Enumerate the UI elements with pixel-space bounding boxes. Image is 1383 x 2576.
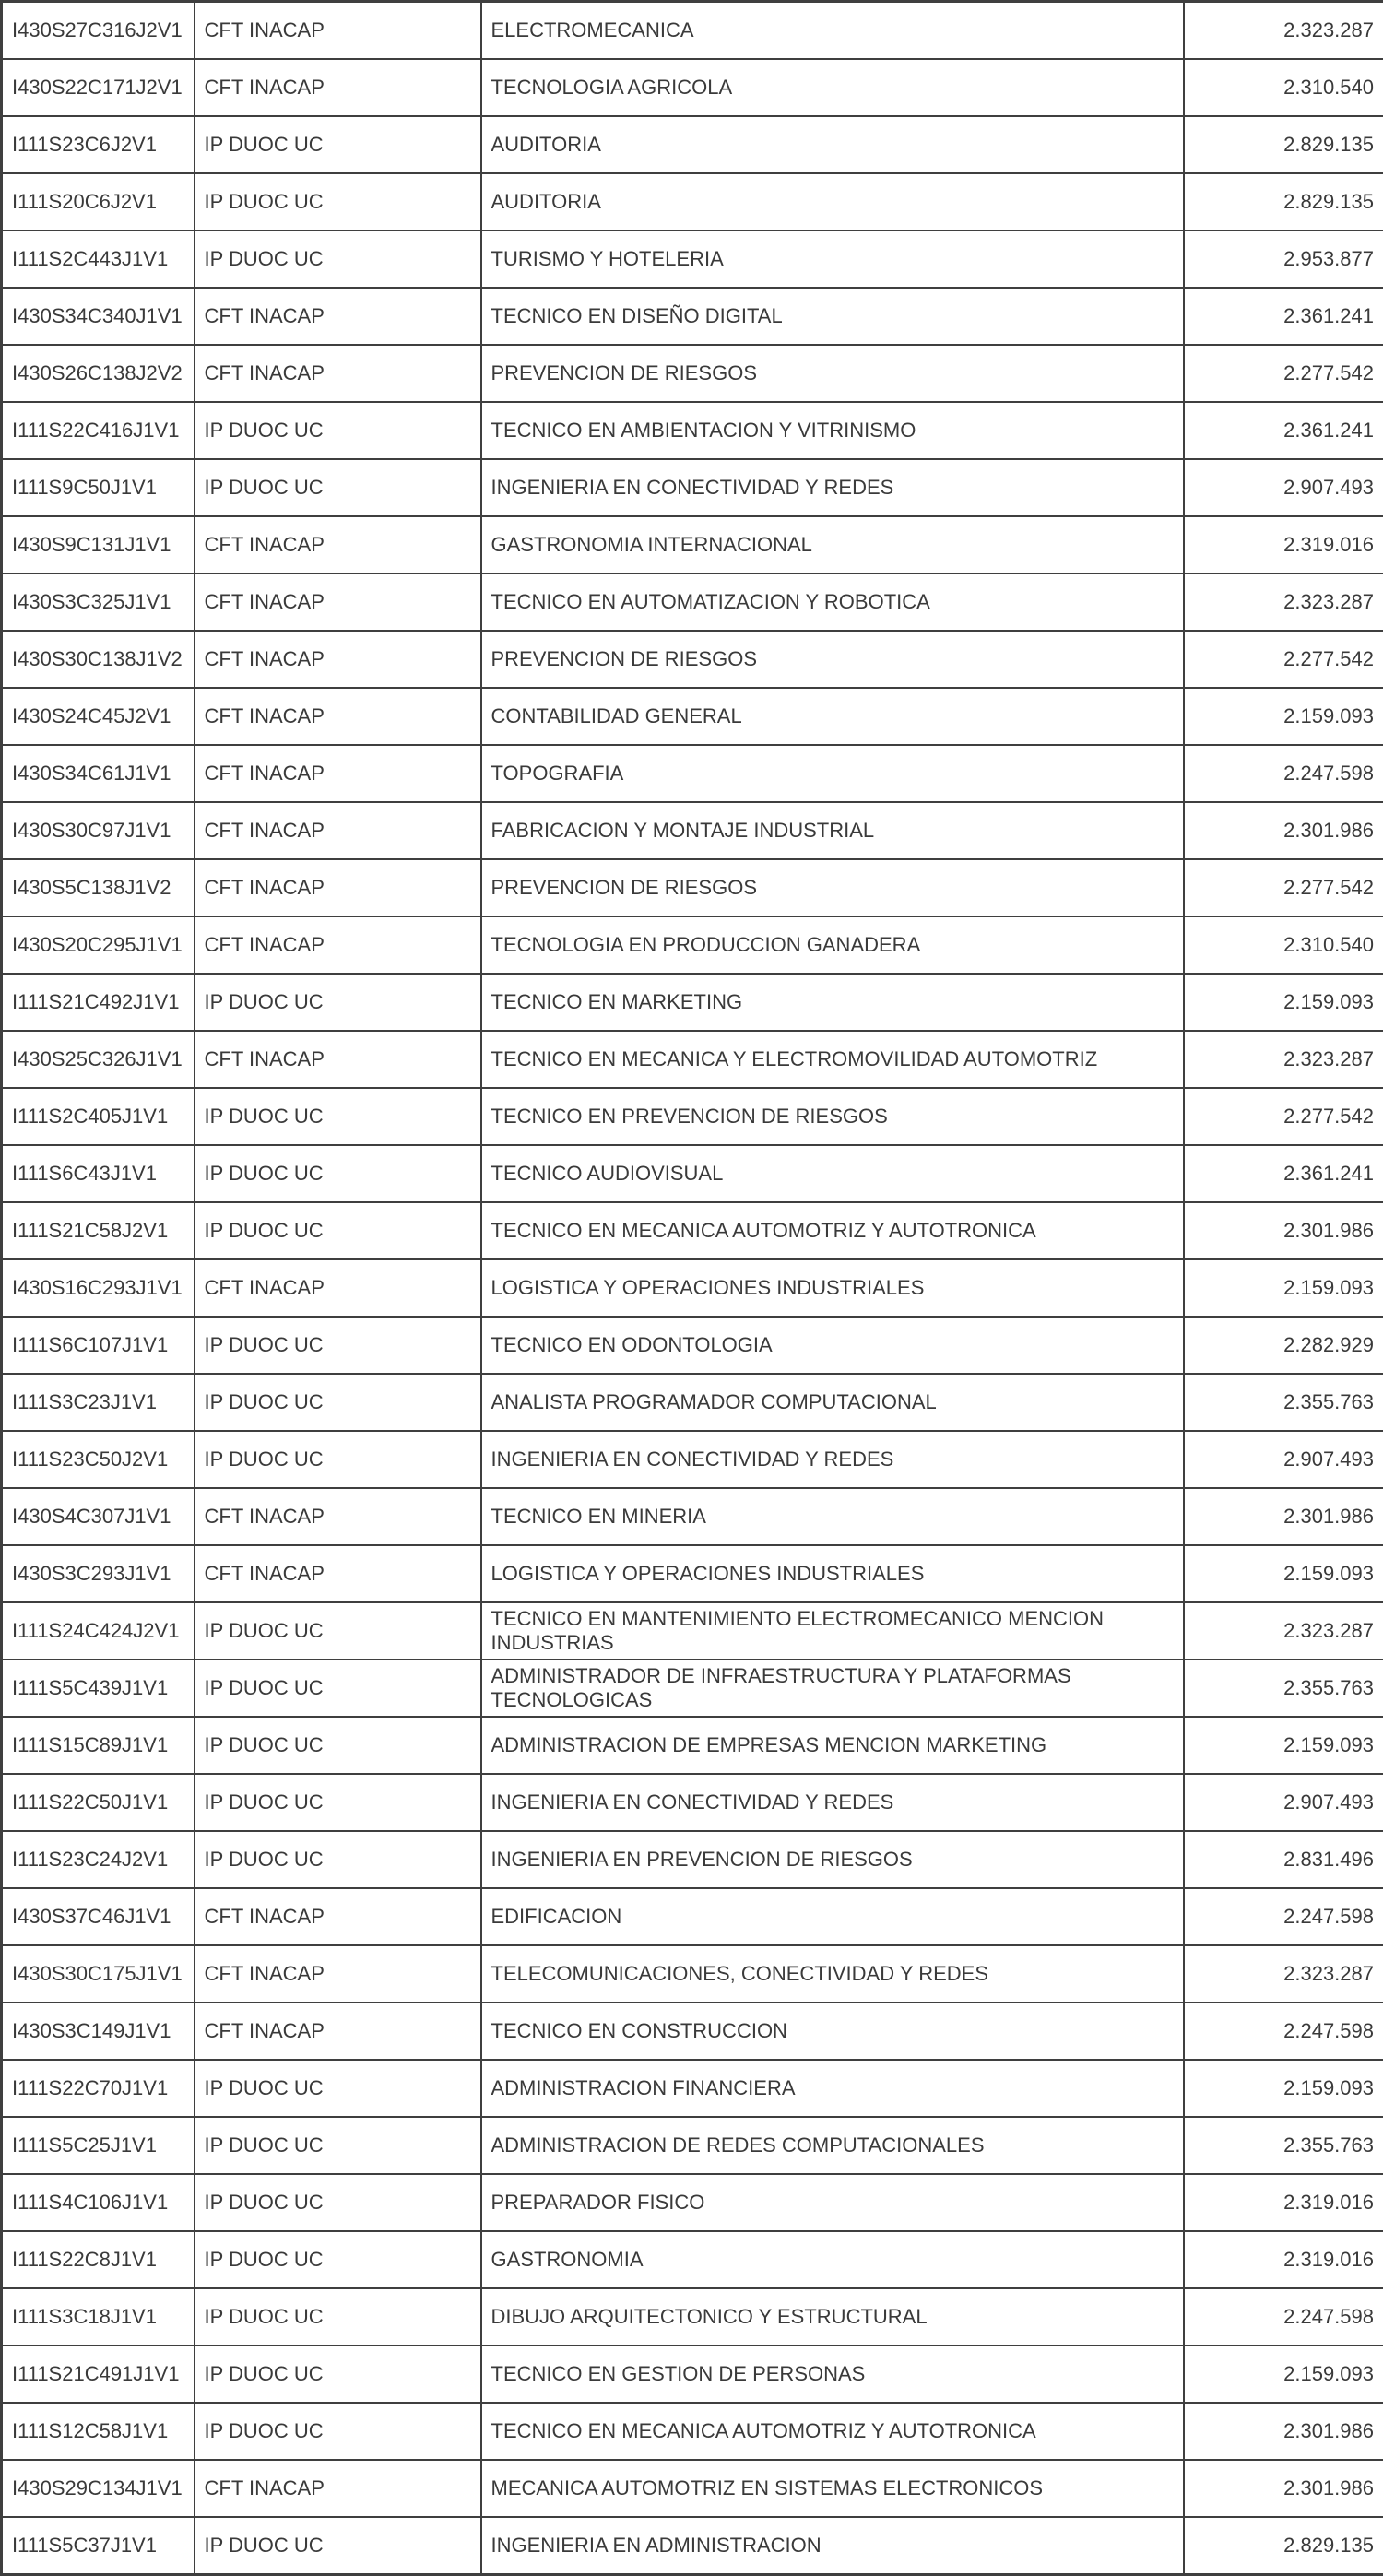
- table-row: [2, 459, 1383, 516]
- program-name-cell: TECNICO EN MINERIA: [481, 1488, 1184, 1545]
- program-code-cell: I111S6C43J1V1: [2, 1145, 195, 1202]
- program-code-cell: I430S3C149J1V1: [2, 2003, 195, 2060]
- table-row: [2, 2, 1383, 60]
- table-row: [2, 1202, 1383, 1259]
- program-name-cell: INGENIERIA EN CONECTIVIDAD Y REDES: [481, 1431, 1184, 1488]
- institution-cell: IP DUOC UC: [195, 1774, 481, 1831]
- program-code-cell: I430S30C97J1V1: [2, 802, 195, 859]
- program-code-cell: I430S4C307J1V1: [2, 1488, 195, 1545]
- tuition-amount-cell: 2.319.016: [1184, 2231, 1383, 2288]
- institution-cell: IP DUOC UC: [195, 1202, 481, 1259]
- institution-cell: CFT INACAP: [195, 59, 481, 116]
- table-row: [2, 2003, 1383, 2060]
- institution-cell: IP DUOC UC: [195, 2517, 481, 2575]
- table-row: [2, 2346, 1383, 2403]
- institution-cell: IP DUOC UC: [195, 2174, 481, 2231]
- table-row: [2, 173, 1383, 230]
- tuition-amount-cell: 2.319.016: [1184, 516, 1383, 573]
- institution-cell: CFT INACAP: [195, 1945, 481, 2003]
- program-name-cell: TECNICO EN MANTENIMIENTO ELECTROMECANICO MENCION INDUSTRIAS: [481, 1602, 1184, 1660]
- institution-cell: CFT INACAP: [195, 1259, 481, 1317]
- program-name-cell: TECNICO EN MARKETING: [481, 974, 1184, 1031]
- table-row: [2, 2060, 1383, 2117]
- program-name-cell: PREVENCION DE RIESGOS: [481, 345, 1184, 402]
- tuition-amount-cell: 2.355.763: [1184, 1660, 1383, 1717]
- program-code-cell: I111S22C70J1V1: [2, 2060, 195, 2117]
- institution-cell: IP DUOC UC: [195, 2346, 481, 2403]
- program-code-cell: I430S29C134J1V1: [2, 2460, 195, 2517]
- tuition-amount-cell: 2.323.287: [1184, 1031, 1383, 1088]
- program-name-cell: CONTABILIDAD GENERAL: [481, 688, 1184, 745]
- program-name-cell: ADMINISTRACION FINANCIERA: [481, 2060, 1184, 2117]
- tuition-amount-cell: 2.355.763: [1184, 1374, 1383, 1431]
- tuition-amount-cell: 2.159.093: [1184, 688, 1383, 745]
- table-row: [2, 59, 1383, 116]
- institution-cell: CFT INACAP: [195, 516, 481, 573]
- program-code-cell: I111S15C89J1V1: [2, 1717, 195, 1774]
- tuition-amount-cell: 2.323.287: [1184, 1945, 1383, 2003]
- institution-cell: CFT INACAP: [195, 802, 481, 859]
- table-row: [2, 1031, 1383, 1088]
- program-code-cell: I430S9C131J1V1: [2, 516, 195, 573]
- table-row: [2, 1431, 1383, 1488]
- table-row: [2, 1774, 1383, 1831]
- institution-cell: CFT INACAP: [195, 1545, 481, 1602]
- tuition-amount-cell: 2.301.986: [1184, 2403, 1383, 2460]
- program-code-cell: I111S4C106J1V1: [2, 2174, 195, 2231]
- program-name-cell: TECNICO EN MECANICA Y ELECTROMOVILIDAD AUTOMOTRIZ: [481, 1031, 1184, 1088]
- program-code-cell: I111S23C6J2V1: [2, 116, 195, 173]
- program-name-cell: PREVENCION DE RIESGOS: [481, 631, 1184, 688]
- program-name-cell: TECNICO EN ODONTOLOGIA: [481, 1317, 1184, 1374]
- table-row: [2, 2517, 1383, 2575]
- tuition-amount-cell: 2.310.540: [1184, 59, 1383, 116]
- tuition-amount-cell: 2.323.287: [1184, 1602, 1383, 1660]
- tuition-amount-cell: 2.829.135: [1184, 2517, 1383, 2575]
- program-code-cell: I430S34C61J1V1: [2, 745, 195, 802]
- table-row: [2, 1145, 1383, 1202]
- program-code-cell: I111S3C18J1V1: [2, 2288, 195, 2346]
- institution-cell: CFT INACAP: [195, 573, 481, 631]
- program-name-cell: MECANICA AUTOMOTRIZ EN SISTEMAS ELECTRONICOS: [481, 2460, 1184, 2517]
- table-row: [2, 1488, 1383, 1545]
- program-name-cell: TECNICO EN AUTOMATIZACION Y ROBOTICA: [481, 573, 1184, 631]
- program-code-cell: I111S20C6J2V1: [2, 173, 195, 230]
- program-code-cell: I111S22C8J1V1: [2, 2231, 195, 2288]
- tuition-amount-cell: 2.319.016: [1184, 2174, 1383, 2231]
- institution-cell: IP DUOC UC: [195, 1317, 481, 1374]
- tuition-amount-cell: 2.159.093: [1184, 1545, 1383, 1602]
- program-code-cell: I430S25C326J1V1: [2, 1031, 195, 1088]
- institution-cell: IP DUOC UC: [195, 173, 481, 230]
- institution-cell: IP DUOC UC: [195, 1374, 481, 1431]
- table-row: [2, 2460, 1383, 2517]
- tuition-amount-cell: 2.829.135: [1184, 173, 1383, 230]
- program-code-cell: I430S27C316J2V1: [2, 2, 195, 60]
- program-code-cell: I430S30C175J1V1: [2, 1945, 195, 2003]
- program-name-cell: LOGISTICA Y OPERACIONES INDUSTRIALES: [481, 1259, 1184, 1317]
- tuition-amount-cell: 2.301.986: [1184, 1202, 1383, 1259]
- tuition-amount-cell: 2.361.241: [1184, 402, 1383, 459]
- program-name-cell: TECNICO EN MECANICA AUTOMOTRIZ Y AUTOTRONICA: [481, 2403, 1184, 2460]
- program-code-cell: I111S24C424J2V1: [2, 1602, 195, 1660]
- tuition-amount-cell: 2.831.496: [1184, 1831, 1383, 1888]
- institution-cell: CFT INACAP: [195, 2, 481, 60]
- institution-cell: IP DUOC UC: [195, 2060, 481, 2117]
- table-row: [2, 1374, 1383, 1431]
- program-code-cell: I430S16C293J1V1: [2, 1259, 195, 1317]
- program-code-cell: I111S21C58J2V1: [2, 1202, 195, 1259]
- institution-cell: IP DUOC UC: [195, 2117, 481, 2174]
- program-name-cell: TECNOLOGIA EN PRODUCCION GANADERA: [481, 916, 1184, 974]
- program-name-cell: LOGISTICA Y OPERACIONES INDUSTRIALES: [481, 1545, 1184, 1602]
- program-code-cell: I111S5C37J1V1: [2, 2517, 195, 2575]
- institution-cell: CFT INACAP: [195, 2003, 481, 2060]
- institution-cell: CFT INACAP: [195, 1031, 481, 1088]
- institution-cell: CFT INACAP: [195, 916, 481, 974]
- institution-cell: IP DUOC UC: [195, 1660, 481, 1717]
- table-row: [2, 916, 1383, 974]
- table-row: [2, 688, 1383, 745]
- program-code-cell: I111S22C50J1V1: [2, 1774, 195, 1831]
- institution-cell: CFT INACAP: [195, 1488, 481, 1545]
- table-row: [2, 2117, 1383, 2174]
- table-row: [2, 1660, 1383, 1717]
- table-row: [2, 802, 1383, 859]
- tuition-amount-cell: 2.310.540: [1184, 916, 1383, 974]
- table-row: [2, 230, 1383, 288]
- institution-cell: IP DUOC UC: [195, 2403, 481, 2460]
- program-name-cell: TECNICO EN AMBIENTACION Y VITRINISMO: [481, 402, 1184, 459]
- tuition-amount-cell: 2.355.763: [1184, 2117, 1383, 2174]
- institution-cell: IP DUOC UC: [195, 2231, 481, 2288]
- table-row: [2, 859, 1383, 916]
- table-row: [2, 631, 1383, 688]
- program-code-cell: I111S21C491J1V1: [2, 2346, 195, 2403]
- tuition-amount-cell: 2.829.135: [1184, 116, 1383, 173]
- program-code-cell: I430S3C293J1V1: [2, 1545, 195, 1602]
- program-code-cell: I430S30C138J1V2: [2, 631, 195, 688]
- table-row: [2, 516, 1383, 573]
- program-name-cell: AUDITORIA: [481, 116, 1184, 173]
- program-code-cell: I430S22C171J2V1: [2, 59, 195, 116]
- institution-cell: IP DUOC UC: [195, 1431, 481, 1488]
- program-code-cell: I111S12C58J1V1: [2, 2403, 195, 2460]
- program-code-cell: I111S3C23J1V1: [2, 1374, 195, 1431]
- tuition-amount-cell: 2.301.986: [1184, 2460, 1383, 2517]
- tuition-amount-cell: 2.301.986: [1184, 802, 1383, 859]
- program-code-cell: I430S3C325J1V1: [2, 573, 195, 631]
- table-row: [2, 1088, 1383, 1145]
- table-row: [2, 402, 1383, 459]
- table-row: [2, 1717, 1383, 1774]
- institution-cell: CFT INACAP: [195, 859, 481, 916]
- program-code-cell: I430S5C138J1V2: [2, 859, 195, 916]
- program-name-cell: EDIFICACION: [481, 1888, 1184, 1945]
- program-name-cell: ADMINISTRADOR DE INFRAESTRUCTURA Y PLATAFORMAS TECNOLOGICAS: [481, 1660, 1184, 1717]
- program-name-cell: TURISMO Y HOTELERIA: [481, 230, 1184, 288]
- program-name-cell: ANALISTA PROGRAMADOR COMPUTACIONAL: [481, 1374, 1184, 1431]
- program-name-cell: INGENIERIA EN CONECTIVIDAD Y REDES: [481, 459, 1184, 516]
- tuition-amount-cell: 2.247.598: [1184, 2003, 1383, 2060]
- table-row: [2, 116, 1383, 173]
- table-row: [2, 1259, 1383, 1317]
- program-name-cell: ADMINISTRACION DE EMPRESAS MENCION MARKETING: [481, 1717, 1184, 1774]
- tuition-amount-cell: 2.247.598: [1184, 1888, 1383, 1945]
- institution-cell: CFT INACAP: [195, 2460, 481, 2517]
- institution-cell: IP DUOC UC: [195, 1145, 481, 1202]
- table-row: [2, 2174, 1383, 2231]
- table-row: [2, 745, 1383, 802]
- table-row: [2, 2288, 1383, 2346]
- tuition-amount-cell: 2.159.093: [1184, 974, 1383, 1031]
- program-name-cell: GASTRONOMIA: [481, 2231, 1184, 2288]
- program-name-cell: TECNICO EN CONSTRUCCION: [481, 2003, 1184, 2060]
- institution-cell: IP DUOC UC: [195, 1088, 481, 1145]
- program-code-cell: I111S9C50J1V1: [2, 459, 195, 516]
- program-code-cell: I111S23C50J2V1: [2, 1431, 195, 1488]
- table-row: [2, 345, 1383, 402]
- program-name-cell: TECNOLOGIA AGRICOLA: [481, 59, 1184, 116]
- program-code-cell: I111S2C443J1V1: [2, 230, 195, 288]
- institution-cell: IP DUOC UC: [195, 116, 481, 173]
- program-code-cell: I430S24C45J2V1: [2, 688, 195, 745]
- institution-cell: CFT INACAP: [195, 345, 481, 402]
- table-row: [2, 1602, 1383, 1660]
- program-name-cell: FABRICACION Y MONTAJE INDUSTRIAL: [481, 802, 1184, 859]
- tuition-amount-cell: 2.323.287: [1184, 573, 1383, 631]
- program-code-cell: I111S21C492J1V1: [2, 974, 195, 1031]
- tuition-amount-cell: 2.301.986: [1184, 1488, 1383, 1545]
- program-name-cell: TELECOMUNICACIONES, CONECTIVIDAD Y REDES: [481, 1945, 1184, 2003]
- program-name-cell: TECNICO EN GESTION DE PERSONAS: [481, 2346, 1184, 2403]
- table-row: [2, 288, 1383, 345]
- tuition-amount-cell: 2.953.877: [1184, 230, 1383, 288]
- program-name-cell: INGENIERIA EN ADMINISTRACION: [481, 2517, 1184, 2575]
- institution-cell: CFT INACAP: [195, 745, 481, 802]
- institution-cell: CFT INACAP: [195, 1888, 481, 1945]
- program-code-cell: I111S5C25J1V1: [2, 2117, 195, 2174]
- table-row: [2, 974, 1383, 1031]
- tuition-amount-cell: 2.361.241: [1184, 1145, 1383, 1202]
- tuition-amount-cell: 2.361.241: [1184, 288, 1383, 345]
- tuition-amount-cell: 2.159.093: [1184, 2346, 1383, 2403]
- institution-cell: IP DUOC UC: [195, 402, 481, 459]
- institution-cell: CFT INACAP: [195, 288, 481, 345]
- program-name-cell: TOPOGRAFIA: [481, 745, 1184, 802]
- program-name-cell: AUDITORIA: [481, 173, 1184, 230]
- table-row: [2, 1545, 1383, 1602]
- program-name-cell: GASTRONOMIA INTERNACIONAL: [481, 516, 1184, 573]
- institution-cell: CFT INACAP: [195, 631, 481, 688]
- tuition-amount-cell: 2.247.598: [1184, 745, 1383, 802]
- program-name-cell: TECNICO AUDIOVISUAL: [481, 1145, 1184, 1202]
- program-code-cell: I111S6C107J1V1: [2, 1317, 195, 1374]
- tuition-amount-cell: 2.277.542: [1184, 1088, 1383, 1145]
- tuition-amount-cell: 2.282.929: [1184, 1317, 1383, 1374]
- program-code-cell: I111S5C439J1V1: [2, 1660, 195, 1717]
- table-row: [2, 2231, 1383, 2288]
- program-code-cell: I430S37C46J1V1: [2, 1888, 195, 1945]
- table-row: [2, 1888, 1383, 1945]
- table-row: [2, 1831, 1383, 1888]
- institution-cell: IP DUOC UC: [195, 1717, 481, 1774]
- program-name-cell: ADMINISTRACION DE REDES COMPUTACIONALES: [481, 2117, 1184, 2174]
- program-code-cell: I430S26C138J2V2: [2, 345, 195, 402]
- tuition-amount-cell: 2.159.093: [1184, 1717, 1383, 1774]
- tuition-amount-cell: 2.277.542: [1184, 859, 1383, 916]
- tuition-amount-cell: 2.277.542: [1184, 631, 1383, 688]
- tuition-amount-cell: 2.907.493: [1184, 1774, 1383, 1831]
- institution-cell: IP DUOC UC: [195, 1831, 481, 1888]
- institution-cell: IP DUOC UC: [195, 2288, 481, 2346]
- program-code-cell: I111S23C24J2V1: [2, 1831, 195, 1888]
- table-row: [2, 573, 1383, 631]
- program-name-cell: DIBUJO ARQUITECTONICO Y ESTRUCTURAL: [481, 2288, 1184, 2346]
- program-code-cell: I430S20C295J1V1: [2, 916, 195, 974]
- institution-cell: CFT INACAP: [195, 688, 481, 745]
- table-row: [2, 1945, 1383, 2003]
- tuition-amount-cell: 2.159.093: [1184, 1259, 1383, 1317]
- institution-cell: IP DUOC UC: [195, 1602, 481, 1660]
- program-name-cell: PREPARADOR FISICO: [481, 2174, 1184, 2231]
- program-code-cell: I111S2C405J1V1: [2, 1088, 195, 1145]
- tuition-amount-cell: 2.907.493: [1184, 1431, 1383, 1488]
- institution-cell: IP DUOC UC: [195, 230, 481, 288]
- tuition-amount-cell: 2.159.093: [1184, 2060, 1383, 2117]
- institution-cell: IP DUOC UC: [195, 974, 481, 1031]
- program-name-cell: TECNICO EN DISEÑO DIGITAL: [481, 288, 1184, 345]
- program-name-cell: INGENIERIA EN PREVENCION DE RIESGOS: [481, 1831, 1184, 1888]
- tuition-amount-cell: 2.247.598: [1184, 2288, 1383, 2346]
- table-row: [2, 1317, 1383, 1374]
- institution-cell: IP DUOC UC: [195, 459, 481, 516]
- program-code-cell: I430S34C340J1V1: [2, 288, 195, 345]
- table-row: [2, 2403, 1383, 2460]
- program-code-cell: I111S22C416J1V1: [2, 402, 195, 459]
- tuition-amount-cell: 2.323.287: [1184, 2, 1383, 60]
- table-body: [2, 2, 1383, 2575]
- program-name-cell: INGENIERIA EN CONECTIVIDAD Y REDES: [481, 1774, 1184, 1831]
- program-name-cell: ELECTROMECANICA: [481, 2, 1184, 60]
- program-name-cell: TECNICO EN MECANICA AUTOMOTRIZ Y AUTOTRONICA: [481, 1202, 1184, 1259]
- tuition-amount-cell: 2.277.542: [1184, 345, 1383, 402]
- program-name-cell: PREVENCION DE RIESGOS: [481, 859, 1184, 916]
- program-name-cell: TECNICO EN PREVENCION DE RIESGOS: [481, 1088, 1184, 1145]
- tuition-amount-cell: 2.907.493: [1184, 459, 1383, 516]
